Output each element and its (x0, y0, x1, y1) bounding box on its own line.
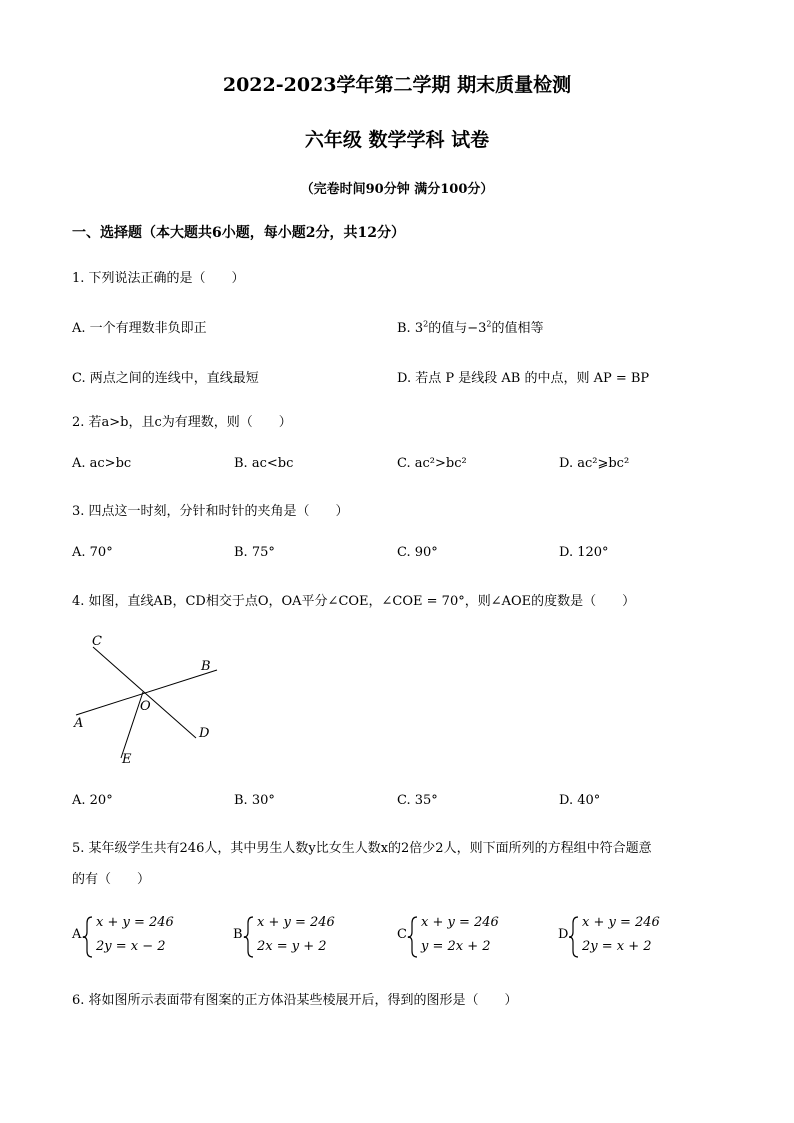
question-1-option-b: B. $3^2$的值与$-3^2$的值相等 (397, 319, 544, 336)
point-label-e: E (122, 752, 132, 767)
question-3-option-a: A. 70° (72, 545, 113, 560)
question-2-option-a: A. ac>bc (72, 456, 132, 471)
question-5-option-c (397, 915, 547, 963)
exam-title: 2022-2023学年第二学期 期末质量检测 (222, 74, 572, 96)
question-6-stem: 6. 将如图所示表面带有图案的正方体沿某些棱展开后，得到的图形是（ ） (72, 993, 518, 1008)
question-2-stem: 2. 若a>b，且c为有理数，则（ ） (72, 415, 292, 430)
equation-1: x + y = 246 (421, 915, 499, 930)
question-5-option-b (233, 915, 383, 963)
brace-icon (82, 915, 94, 959)
question-3-stem: 3. 四点这一时刻，分针和时针的夹角是（ ） (72, 504, 349, 519)
question-4-option-b: B. 30° (234, 793, 275, 808)
line-cd (93, 647, 196, 738)
point-label-c: C (92, 634, 102, 649)
question-1-option-c: C. 两点之间的连线中，直线最短 (72, 371, 259, 386)
option-label: A. (72, 927, 86, 942)
question-5-option-d (558, 915, 708, 963)
exam-time-note: （完卷时间90分钟 满分100分） (300, 182, 494, 197)
question-4-option-d: D. 40° (559, 793, 601, 808)
equation-2: 2y = x + 2 (582, 939, 652, 954)
equation-2: 2y = x − 2 (96, 939, 166, 954)
brace-icon (568, 915, 580, 959)
question-4-option-c: C. 35° (397, 793, 438, 808)
equation-1: x + y = 246 (582, 915, 660, 930)
equation-2: y = 2x + 2 (421, 939, 491, 954)
question-1-stem: 1. 下列说法正确的是（ ） (72, 271, 245, 286)
question-2-option-b: B. ac<bc (234, 456, 294, 471)
question-3-option-d: D. 120° (559, 545, 609, 560)
exam-subtitle: 六年级 数学学科 试卷 (304, 129, 490, 151)
point-label-a: A (74, 716, 84, 731)
question-1-option-a: A. 一个有理数非负即正 (72, 321, 207, 336)
question-4-stem: 4. 如图，直线AB，CD相交于点O，OA平分∠COE，∠COE = 70°，则∠AOE的度数是（ ） (72, 594, 636, 609)
question-5-stem-line-2: 的有（ ） (72, 872, 151, 887)
question-5-stem-line-1: 5. 某年级学生共有246人，其中男生人数y比女生人数x的2倍少2人，则下面所列的方程组中符合题意 (72, 841, 652, 856)
point-label-o: O (140, 699, 151, 714)
equation-2: 2x = y + 2 (257, 939, 327, 954)
brace-icon (407, 915, 419, 959)
intersecting-lines-figure (60, 625, 230, 775)
equation-1: x + y = 246 (257, 915, 335, 930)
option-label: D. (558, 927, 573, 942)
option-label: C. (397, 927, 411, 942)
option-label: B. (233, 927, 247, 942)
question-2-option-c: C. ac²>bc² (397, 456, 467, 471)
point-label-d: D (199, 726, 210, 741)
brace-icon (243, 915, 255, 959)
point-label-b: B (201, 659, 211, 674)
question-2-option-d: D. ac²⩾bc² (559, 456, 630, 471)
question-5-option-a (72, 915, 222, 963)
question-1-option-d: D. 若点 P 是线段 AB 的中点，则 AP = BP (397, 371, 650, 386)
question-3-option-b: B. 75° (234, 545, 275, 560)
question-3-option-c: C. 90° (397, 545, 438, 560)
question-4-option-a: A. 20° (72, 793, 113, 808)
section-heading: 一、选择题（本大题共6小题，每小题2分，共12分） (72, 225, 405, 241)
equation-1: x + y = 246 (96, 915, 174, 930)
